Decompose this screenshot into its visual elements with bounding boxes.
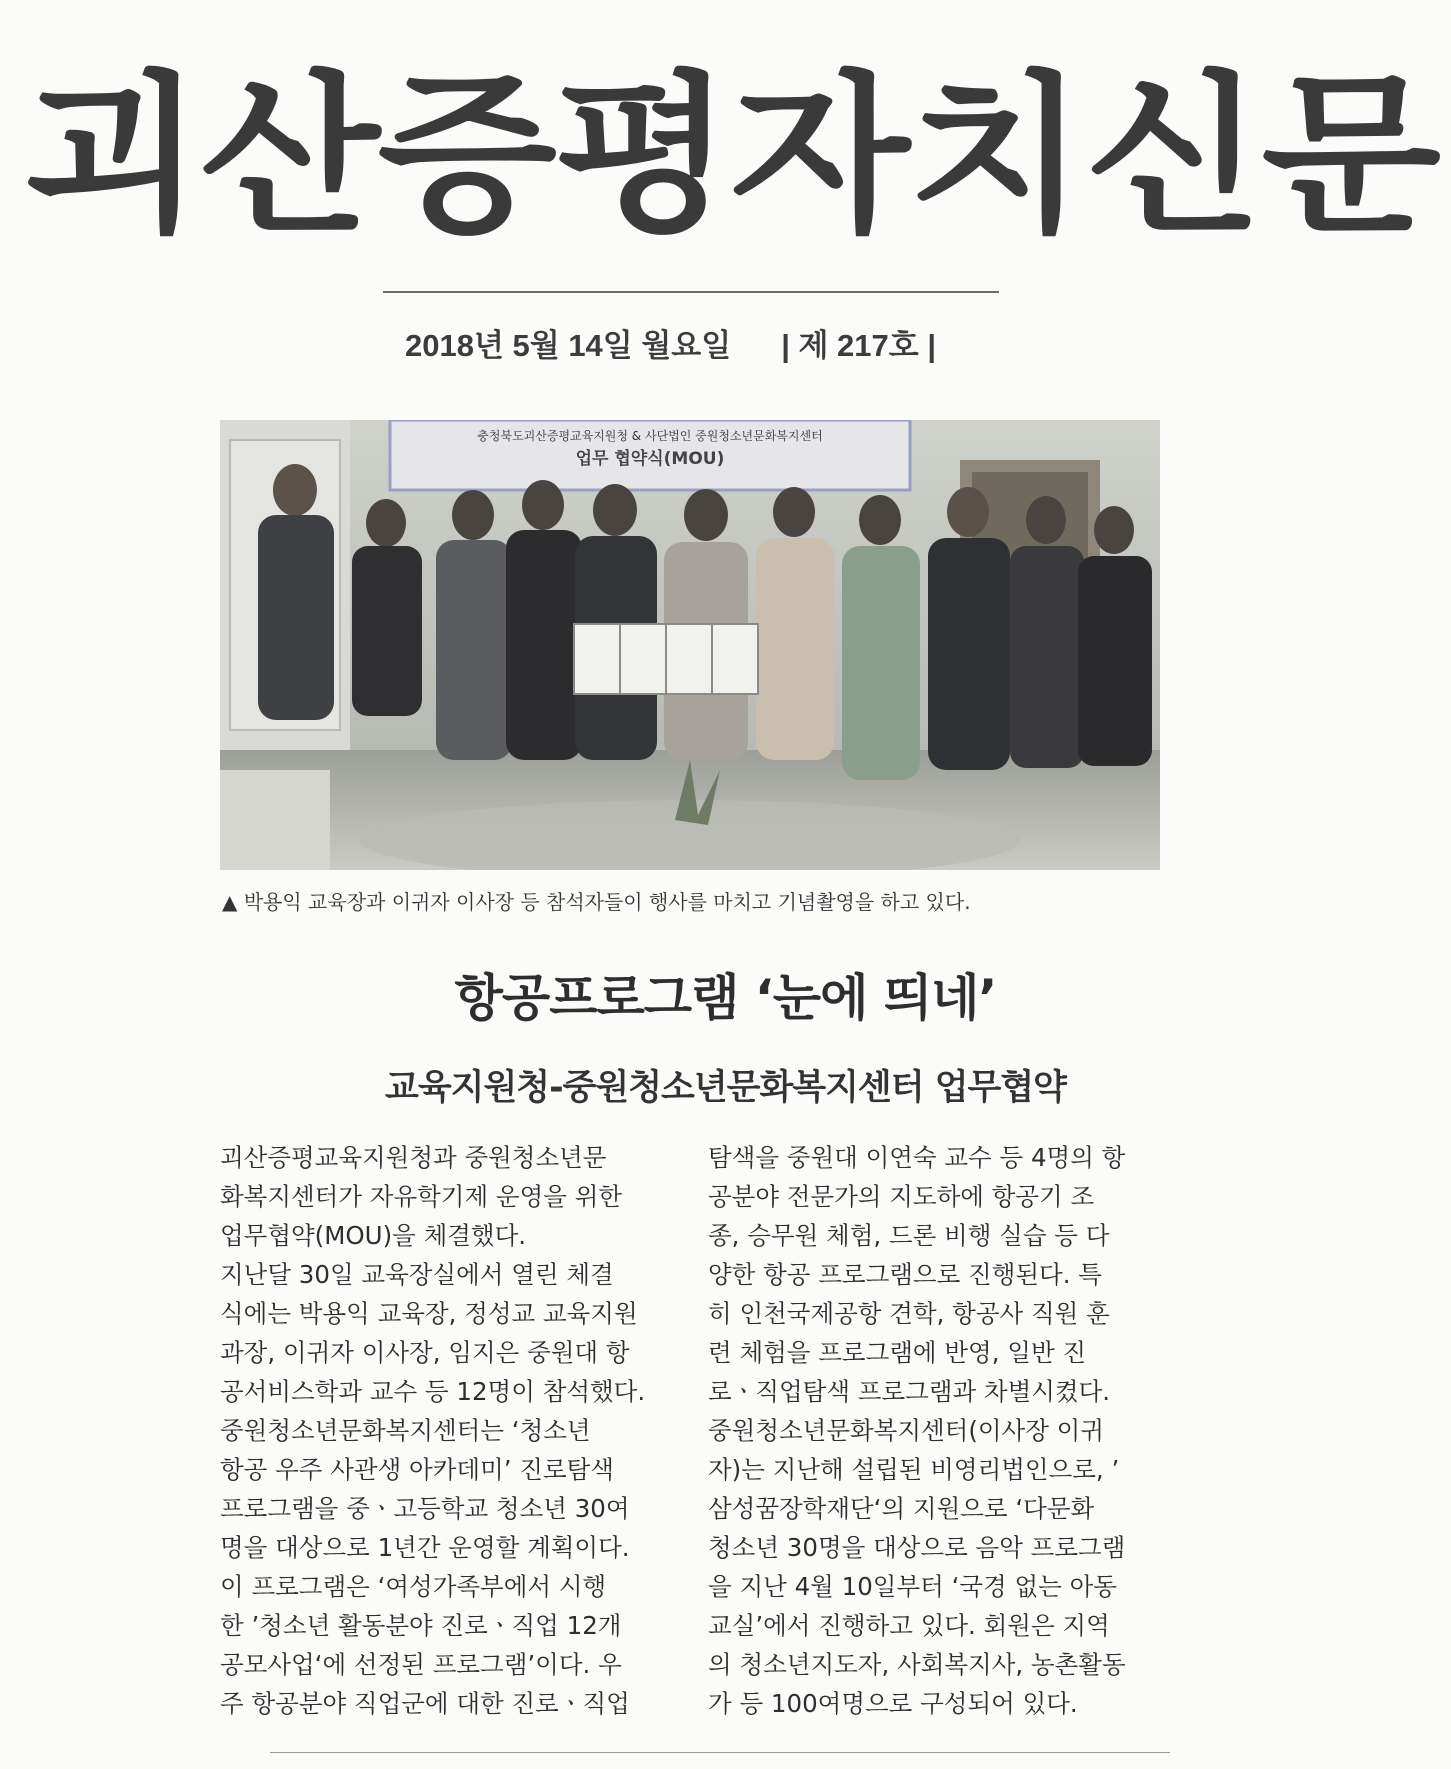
body-line: 주 항공분야 직업군에 대한 진로ㆍ직업 (220, 1689, 630, 1718)
body-line: 의 청소년지도자, 사회복지사, 농촌활동 (708, 1650, 1126, 1679)
body-line: 가 등 100여명으로 구성되어 있다. (708, 1689, 1078, 1718)
bottom-rule (270, 1752, 1170, 1753)
body-line: 자)는 지난해 설립된 비영리법인으로, ’ (708, 1455, 1120, 1484)
body-line: 명을 대상으로 1년간 운영할 계획이다. (220, 1533, 630, 1562)
masthead-char: 괴 (23, 55, 199, 256)
body-line: 중원청소년문화복지센터는 ‘청소년 (220, 1416, 591, 1445)
body-line: 중원청소년문화복지센터(이사장 이귀 (708, 1416, 1105, 1445)
body-line: 삼성꿈장학재단‘의 지원으로 ‘다문화 (708, 1494, 1095, 1523)
masthead-char: 평 (553, 55, 730, 256)
dateline (405, 320, 1005, 365)
issue-number: | 제 217호 | (781, 328, 937, 363)
body-line: 청소년 30명을 대상으로 음악 프로그램 (708, 1533, 1126, 1562)
body-line: 공모사업‘에 선정된 프로그램’이다. 우 (220, 1650, 622, 1679)
body-line: 공분야 전문가의 지도하에 항공기 조 (708, 1182, 1095, 1211)
body-line: 식에는 박용익 교육장, 정성교 교육지원 (220, 1299, 638, 1328)
article-headline: 항공프로그램 ‘눈에 띄네’ (454, 969, 997, 1027)
body-line: 탐색을 중원대 이연숙 교수 등 4명의 항 (708, 1143, 1126, 1172)
body-line: 종, 승무원 체험, 드론 비행 실습 등 다 (708, 1221, 1110, 1250)
newspaper-masthead (23, 55, 1437, 256)
masthead-char: 증 (377, 55, 553, 256)
masthead-char: 문 (1261, 55, 1437, 256)
body-line: 한 ’청소년 활동분야 진로ㆍ직업 12개 (220, 1611, 622, 1640)
masthead-char: 치 (907, 55, 1083, 256)
masthead-rule (383, 291, 999, 293)
body-line: 련 체험을 프로그램에 반영, 일반 진 (708, 1338, 1087, 1367)
event-photo (220, 420, 1160, 870)
body-line: 공서비스학과 교수 등 12명이 참석했다. (220, 1377, 646, 1406)
body-line: 양한 항공 프로그램으로 진행된다. 특 (708, 1260, 1102, 1289)
article-column-left (220, 1138, 665, 1723)
body-line: 로ㆍ직업탐색 프로그램과 차별시켰다. (708, 1377, 1111, 1406)
body-line: 업무협약(MOU)을 체결했다. (220, 1221, 527, 1250)
body-line: 지난달 30일 교육장실에서 열린 체결 (220, 1260, 614, 1289)
banner-line1: 충청북도괴산증평교육지원청 & 사단법인 중원청소년문화복지센터 (477, 429, 823, 443)
photo-caption: ▲ 박용익 교육장과 이귀자 이사장 등 참석자들이 행사를 마치고 기념촬영을 하고 있다. (222, 890, 971, 914)
masthead-char: 신 (1084, 55, 1260, 256)
body-line: 프로그램을 중ㆍ고등학교 청소년 30여 (220, 1494, 630, 1523)
body-line: 항공 우주 사관생 아카데미’ 진로탐색 (220, 1455, 614, 1484)
body-line: 교실’에서 진행하고 있다. 회원은 지역 (708, 1611, 1110, 1640)
body-line: 괴산증평교육지원청과 중원청소년문 (220, 1143, 607, 1172)
masthead-char: 자 (730, 55, 906, 256)
body-line: 을 지난 4월 10일부터 ‘국경 없는 아동 (708, 1572, 1117, 1601)
banner-line2: 업무 협약식(MOU) (575, 449, 725, 469)
group-photo-illustration (220, 420, 1160, 870)
body-line: 이 프로그램은 ‘여성가족부에서 시행 (220, 1572, 607, 1601)
body-line: 과장, 이귀자 이사장, 임지은 중원대 항 (220, 1338, 630, 1367)
body-line: 히 인천국제공항 견학, 항공사 직원 훈 (708, 1299, 1110, 1328)
issue-date: 2018년 5월 14일 월요일 (405, 328, 732, 363)
article-column-right (708, 1138, 1153, 1723)
masthead-char: 산 (200, 55, 376, 256)
article-subheadline: 교육지원청-중원청소년문화복지센터 업무협약 (385, 1068, 1066, 1108)
body-line: 화복지센터가 자유학기제 운영을 위한 (220, 1182, 623, 1211)
